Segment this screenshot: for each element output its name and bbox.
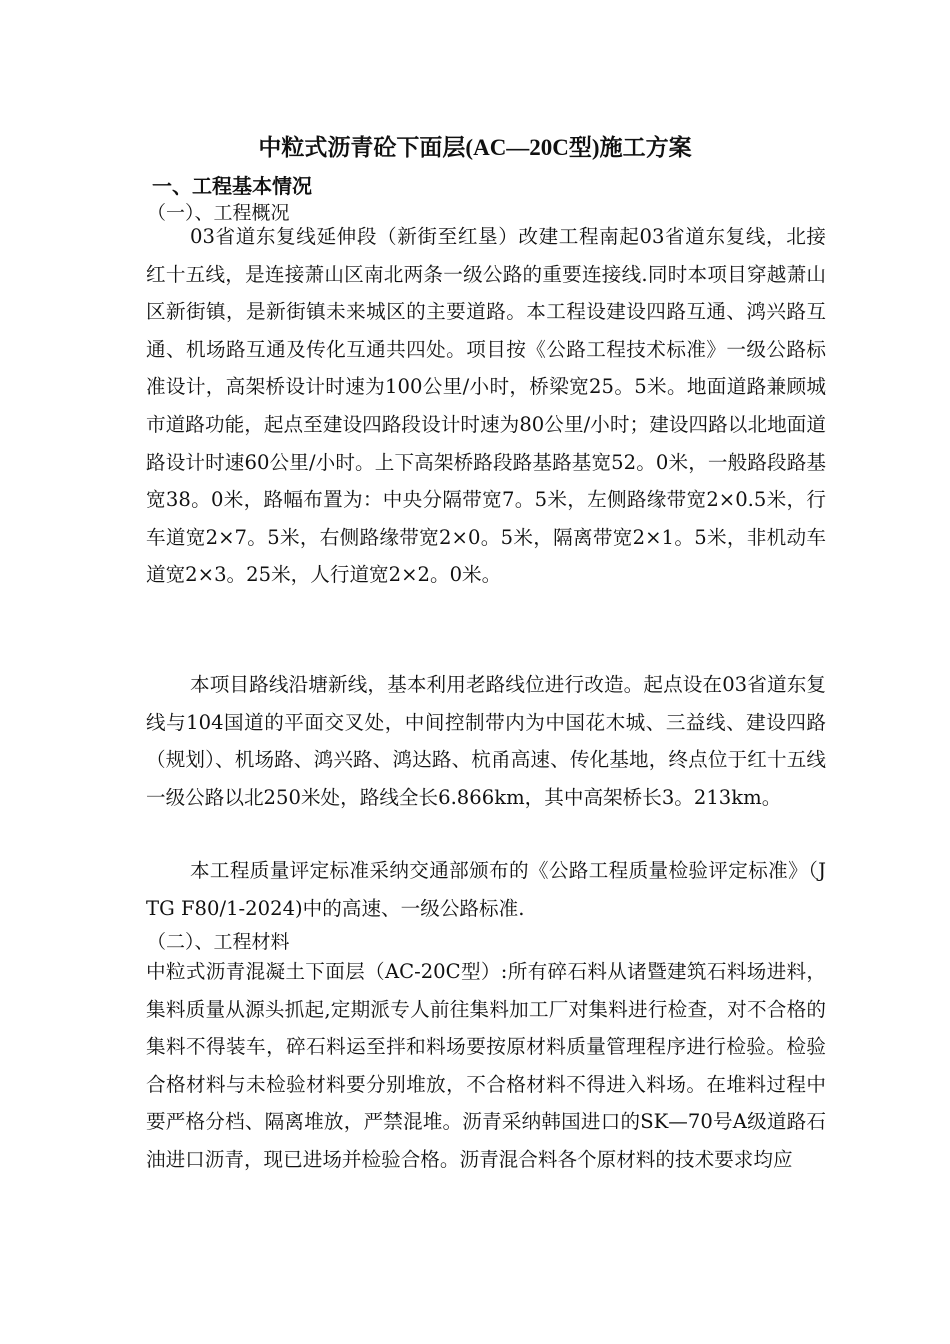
- paragraph-route-description: 本项目路线沿塘新线，基本利用老路线位进行改造。起点设在03省道东复线与104国道的平面交叉处，中间控制带内为中国花木城、三益线、建设四路（规划）、机场路、鸿兴路、鸿达路、杭甬高速、传化基地，终点位于红十五线一级公路以北250米处，路线全长6.866km，其中高架桥长3。213km。: [146, 673, 826, 809]
- document-title: 中粒式沥青砼下面层(AC—20C型)施工方案: [258, 135, 692, 160]
- section-heading-basic-info: 一、工程基本情况: [152, 174, 312, 198]
- paragraph-quality-standard: 本工程质量评定标准采纳交通部颁布的《公路工程质量检验评定标准》（JTG F80/1-2024)中的高速、一级公路标准.: [146, 859, 826, 920]
- subsection-heading-overview: （一）、工程概况: [147, 202, 290, 224]
- paragraph-materials: 中粒式沥青混凝土下面层（AC-20C型）:所有碎石料从诸暨建筑石料场进料，集料质量从源头抓起,定期派专人前往集料加工厂对集料进行检查，对不合格的集料不得装车，碎石料运至拌和料场要按原材料质量管理程序进行检验。检验合格材料与未检验材料要分别堆放，不合格材料不得进入料场。在堆料过程中要严格分档、隔离堆放，严禁混堆。沥青采纳韩国进口的SK—70号A级道路石油进口沥青，现已进场并检验合格。沥青混合料各个原材料的技术要求均应: [146, 960, 826, 1171]
- subsection-heading-materials: （二）、工程材料: [147, 931, 290, 953]
- paragraph-project-overview: 03省道东复线延伸段（新街至红垦）改建工程南起03省道东复线，北接红十五线，是连接萧山区南北两条一级公路的重要连接线.同时本项目穿越萧山区新街镇，是新街镇未来城区的主要道路。本工程设建设四路互通、鸿兴路互通、机场路互通及传化互通共四处。项目按《公路工程技术标准》一级公路标准设计，高架桥设计时速为100公里/小时，桥梁宽25。5米。地面道路兼顾城市道路功能，起点至建设四路段设计时速为80公里/小时；建设四路以北地面道路设计时速60公里/小时。上下高架桥路段路基路基宽52。0米，一般路段路基宽38。0米，路幅布置为：中央分隔带宽7。5米，左侧路缘带宽2×0.5米，行车道宽2×7。5米，右侧路缘带宽2×0。5米，隔离带宽2×1。5米，非机动车道宽2×3。25米，人行道宽2×2。0米。: [146, 225, 826, 587]
